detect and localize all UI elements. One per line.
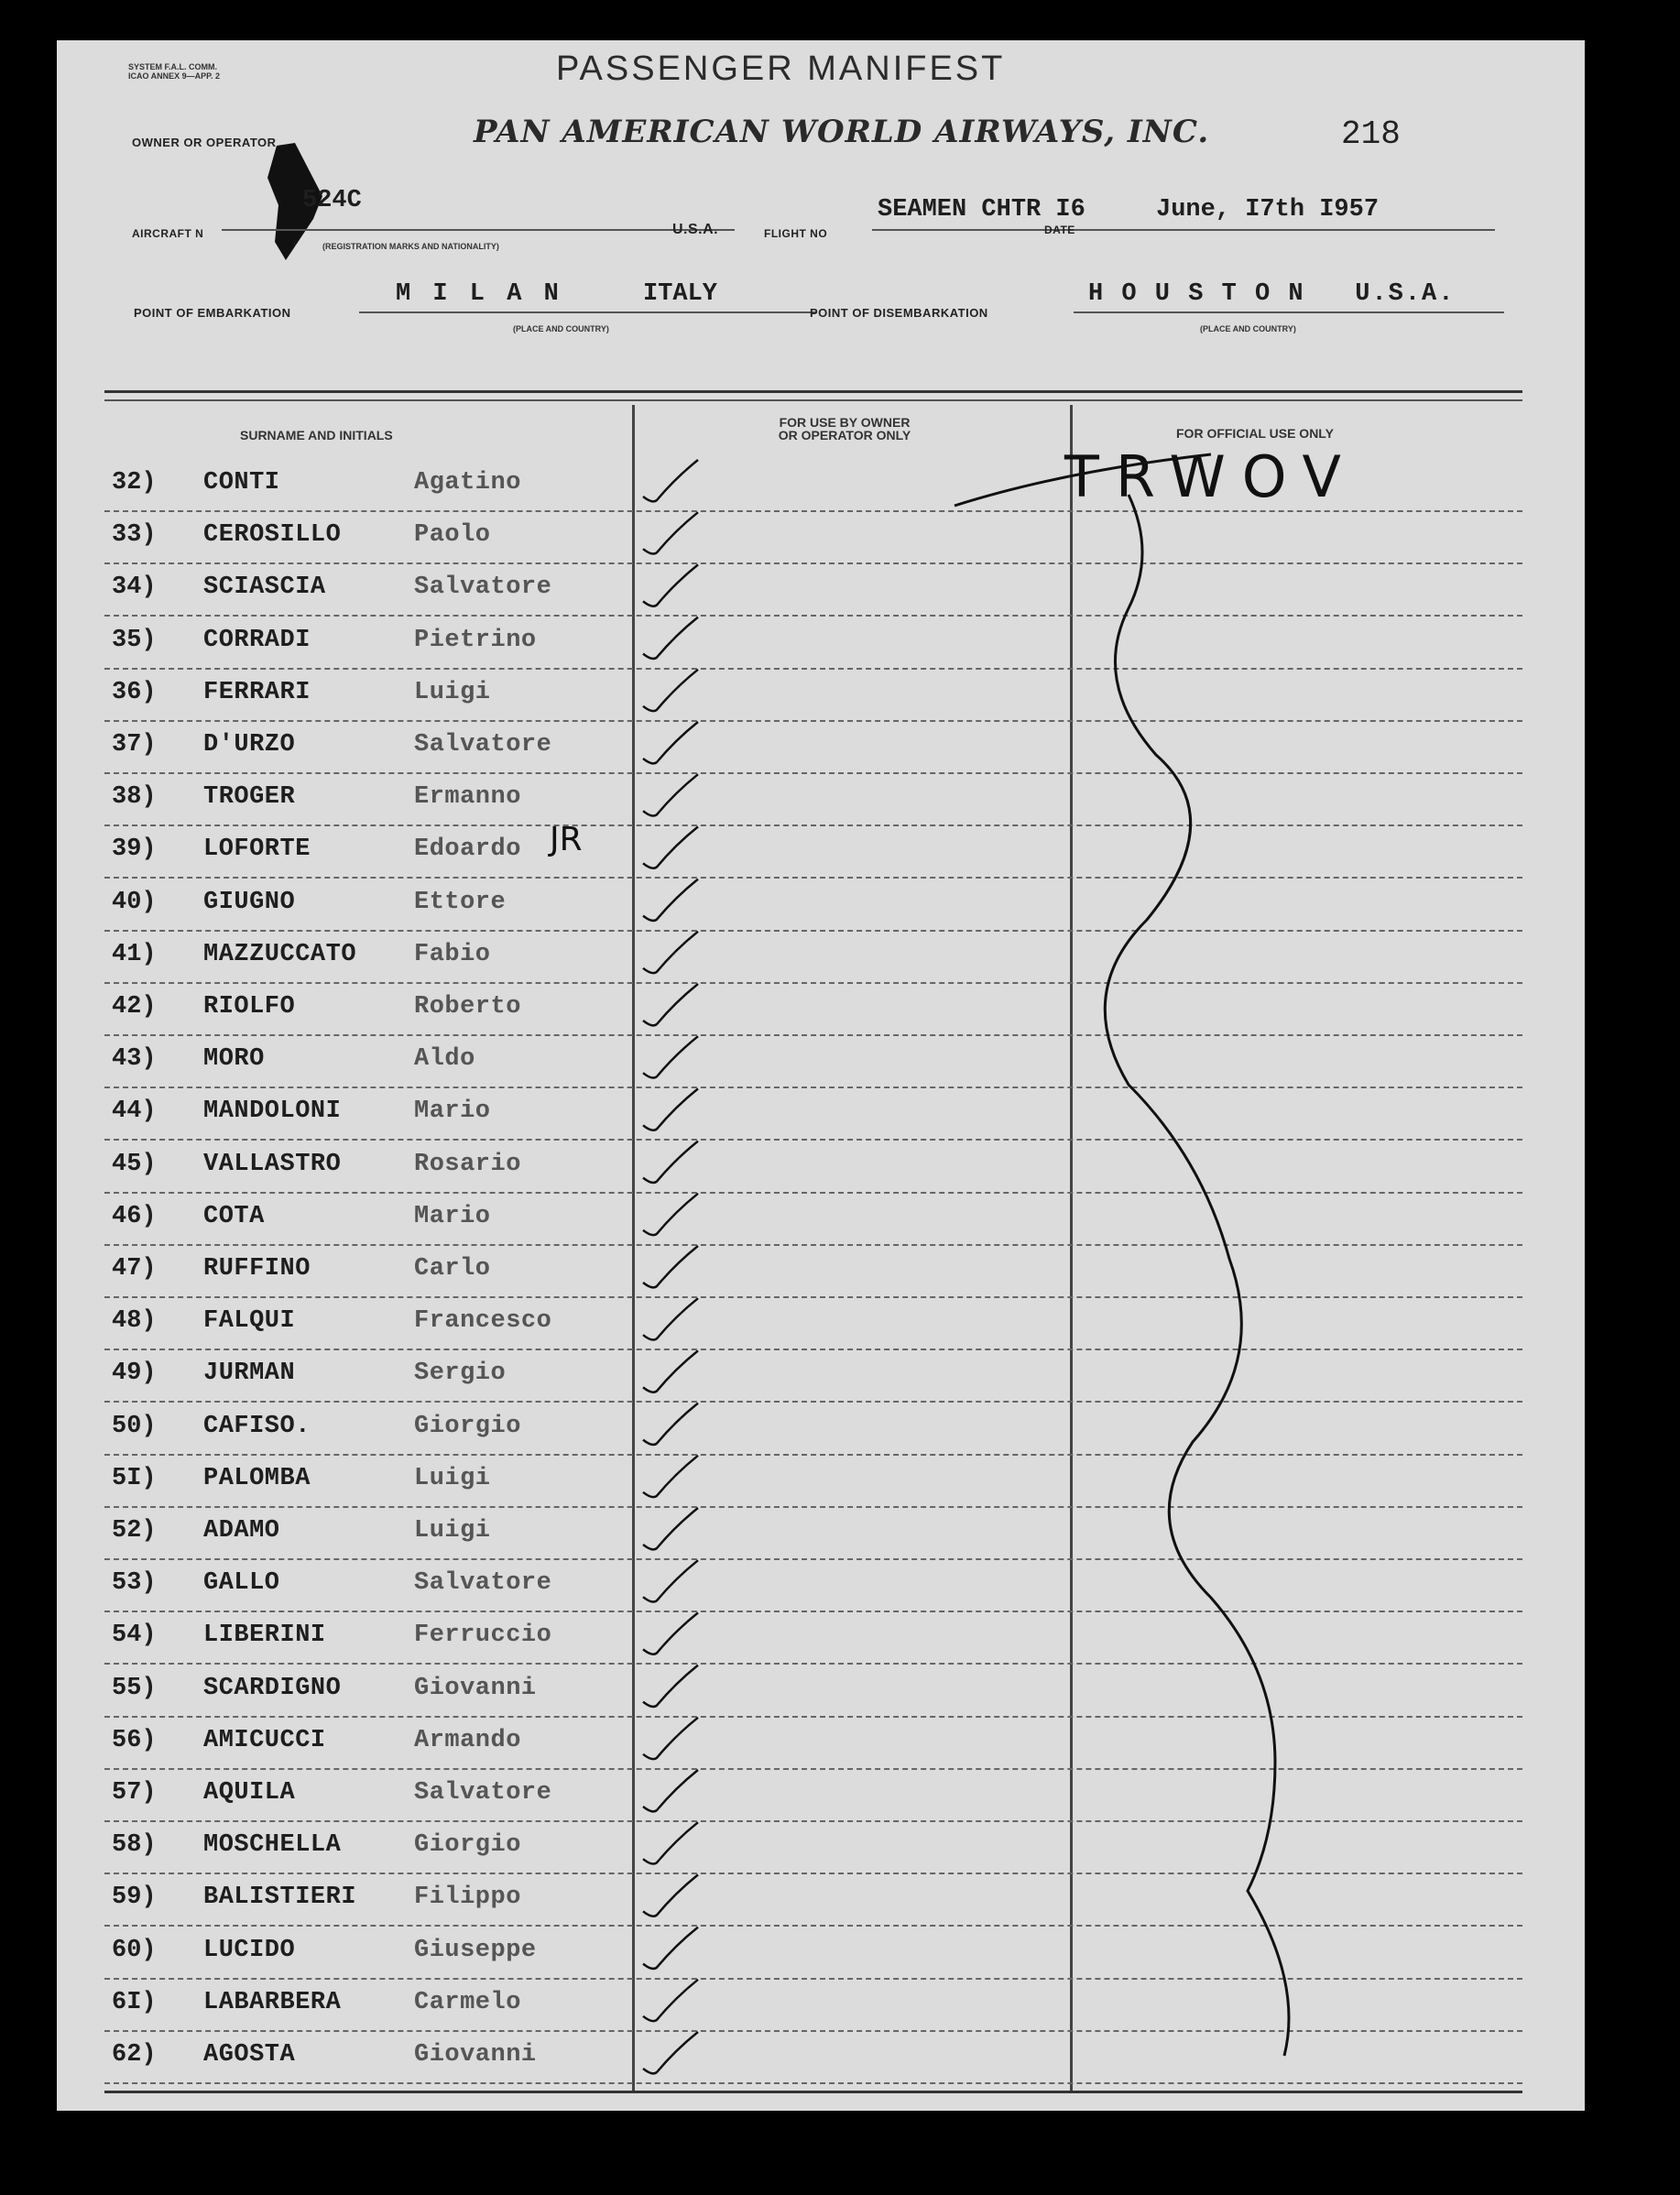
passenger-number: 32) [112, 469, 157, 497]
country-label: U.S.A. [672, 222, 719, 237]
passenger-number: 38) [112, 783, 157, 812]
flight-label: FLIGHT NO [764, 227, 828, 240]
passenger-given-name: Rosario [414, 1150, 521, 1178]
check-mark [643, 1194, 698, 1235]
passenger-given-name: Roberto [414, 993, 521, 1021]
passenger-given-name: Armando [414, 1726, 521, 1754]
check-mark [643, 670, 698, 711]
check-mark [643, 1560, 698, 1601]
passenger-number: 44) [112, 1098, 157, 1126]
passenger-given-name: Salvatore [414, 573, 552, 602]
passenger-given-name: Luigi [414, 678, 491, 706]
passenger-given-name: Giorgio [414, 1831, 521, 1860]
disembark-value: H O U S T O N U.S.A. [1088, 280, 1456, 308]
passenger-given-name: Mario [414, 1098, 491, 1126]
passenger-surname: LOFORTE [203, 835, 311, 864]
passenger-surname: LIBERINI [203, 1622, 326, 1650]
passenger-surname: SCIASCIA [203, 573, 326, 602]
disembark-label: POINT OF DISEMBARKATION [810, 306, 988, 320]
passenger-number: 43) [112, 1045, 157, 1074]
passenger-given-name: Agatino [414, 469, 521, 497]
passenger-number: 5I) [112, 1464, 157, 1492]
passenger-surname: TROGER [203, 783, 296, 812]
passenger-given-name: Giuseppe [414, 1936, 537, 1964]
passenger-given-name: Ferruccio [414, 1622, 552, 1650]
passenger-number: 35) [112, 626, 157, 654]
passenger-surname: BALISTIERI [203, 1884, 357, 1912]
passenger-number: 62) [112, 2041, 157, 2069]
embark-city: M I L A N [396, 280, 562, 308]
passenger-number: 45) [112, 1150, 157, 1178]
page-title: PASSENGER MANIFEST [556, 49, 1006, 88]
owner-value: PAN AMERICAN WORLD AIRWAYS, INC. [474, 114, 1210, 150]
system-reference-line1: SYSTEM F.A.L. COMM. [128, 62, 218, 71]
passenger-given-name: Filippo [414, 1884, 521, 1912]
passenger-number: 41) [112, 940, 157, 968]
check-mark [643, 1403, 698, 1445]
embark-label: POINT OF EMBARKATION [134, 306, 291, 320]
passenger-surname: VALLASTRO [203, 1150, 342, 1178]
check-mark [643, 1141, 698, 1183]
passenger-surname: LUCIDO [203, 1936, 296, 1964]
passenger-surname: MAZZUCCATO [203, 940, 357, 968]
passenger-number: 49) [112, 1360, 157, 1388]
passenger-surname: MORO [203, 1045, 265, 1074]
check-mark [643, 1088, 698, 1130]
check-mark [643, 879, 698, 921]
manifest-sheet [57, 40, 1585, 2111]
passenger-surname: GIUGNO [203, 888, 296, 916]
check-mark [643, 617, 698, 659]
check-mark [643, 1718, 698, 1759]
passenger-given-name: Salvatore [414, 1779, 552, 1807]
passenger-given-name: Giorgio [414, 1412, 521, 1440]
passenger-number: 39) [112, 835, 157, 864]
passenger-surname: CORRADI [203, 626, 311, 654]
check-mark [643, 1822, 698, 1863]
check-mark [643, 826, 698, 868]
check-mark [643, 1246, 698, 1287]
aircraft-sublabel: (REGISTRATION MARKS AND NATIONALITY) [322, 242, 499, 251]
passenger-number: 6I) [112, 1988, 157, 2016]
passenger-given-name: Ermanno [414, 783, 521, 812]
passenger-number: 42) [112, 993, 157, 1021]
owner-label: OWNER OR OPERATOR [132, 136, 277, 149]
passenger-number: 40) [112, 888, 157, 916]
passenger-surname: AGOSTA [203, 2041, 296, 2069]
check-mark [643, 932, 698, 973]
passenger-number: 54) [112, 1622, 157, 1650]
passenger-given-name: Carmelo [414, 1988, 521, 2016]
passenger-surname: FALQUI [203, 1307, 296, 1336]
passenger-surname: CAFISO. [203, 1412, 311, 1440]
disembark-sublabel: (PLACE AND COUNTRY) [1200, 324, 1296, 333]
passenger-surname: CONTI [203, 469, 280, 497]
passenger-number: 60) [112, 1936, 157, 1964]
passenger-surname: RIOLFO [203, 993, 296, 1021]
aircraft-label: AIRCRAFT N [132, 227, 204, 240]
check-mark [643, 1665, 698, 1707]
passenger-given-name: Salvatore [414, 731, 552, 759]
passenger-given-name: Carlo [414, 1255, 491, 1283]
passenger-given-name: Edoardo [414, 835, 521, 864]
passenger-number: 52) [112, 1517, 157, 1545]
check-mark [643, 1508, 698, 1549]
date-label: DATE [1044, 224, 1075, 236]
passenger-surname: COTA [203, 1202, 265, 1230]
passenger-surname: SCARDIGNO [203, 1674, 342, 1702]
passenger-surname: MANDOLONI [203, 1098, 342, 1126]
passenger-surname: MOSCHELLA [203, 1831, 342, 1860]
flight-value: SEAMEN CHTR I6 [878, 196, 1085, 224]
passenger-given-name: Francesco [414, 1307, 552, 1336]
check-mark [643, 984, 698, 1025]
handwriting-overlay [57, 40, 1585, 2111]
passenger-surname: RUFFINO [203, 1255, 311, 1283]
owner-use-line1: FOR USE BY OWNER [779, 415, 911, 430]
passenger-surname: JURMAN [203, 1360, 296, 1388]
passenger-surname: FERRARI [203, 678, 311, 706]
passenger-given-name: Luigi [414, 1517, 491, 1545]
system-reference-line2: ICAO ANNEX 9—APP. 2 [128, 71, 221, 81]
passenger-number: 58) [112, 1831, 157, 1860]
passenger-given-name: Fabio [414, 940, 491, 968]
check-marks [643, 460, 698, 2073]
passenger-surname: CEROSILLO [203, 521, 342, 550]
passenger-surname: LABARBERA [203, 1988, 342, 2016]
column-header-official-use: FOR OFFICIAL USE ONLY [1176, 426, 1334, 441]
check-mark [643, 1350, 698, 1392]
check-mark [643, 1298, 698, 1339]
passenger-number: 46) [112, 1202, 157, 1230]
page-number: 218 [1341, 115, 1401, 153]
passenger-given-name: Giovanni [414, 1674, 537, 1702]
passenger-number: 37) [112, 731, 157, 759]
passenger-given-name: Luigi [414, 1464, 491, 1492]
embark-sublabel: (PLACE AND COUNTRY) [513, 324, 609, 333]
check-mark [643, 722, 698, 763]
check-mark [643, 1612, 698, 1654]
owner-use-line2: OR OPERATOR ONLY [778, 428, 911, 442]
check-mark [643, 2032, 698, 2073]
passenger-number: 47) [112, 1255, 157, 1283]
passenger-number: 59) [112, 1884, 157, 1912]
passenger-given-name: Pietrino [414, 626, 537, 654]
passenger-given-name: Paolo [414, 521, 491, 550]
passenger-given-name: Giovanni [414, 2041, 537, 2069]
check-mark [643, 1456, 698, 1497]
passenger-number: 33) [112, 521, 157, 550]
check-mark [643, 1770, 698, 1811]
official-mark: TRWOV [1064, 443, 1358, 510]
passenger-given-name: Aldo [414, 1045, 475, 1074]
embark-country: ITALY [643, 280, 718, 308]
passenger-surname: PALOMBA [203, 1464, 311, 1492]
check-mark [643, 512, 698, 553]
passenger-surname: AQUILA [203, 1779, 296, 1807]
passenger-number: 55) [112, 1674, 157, 1702]
passenger-number: 34) [112, 573, 157, 602]
check-mark [643, 564, 698, 606]
column-header-surname: SURNAME AND INITIALS [240, 428, 393, 442]
passenger-given-name: Salvatore [414, 1569, 552, 1598]
passenger-number: 53) [112, 1569, 157, 1598]
passenger-number: 50) [112, 1412, 157, 1440]
date-value: June, I7th I957 [1156, 196, 1380, 224]
passenger-number: 36) [112, 678, 157, 706]
passenger-surname: GALLO [203, 1569, 280, 1598]
passenger-surname: ADAMO [203, 1517, 280, 1545]
passenger-number: 57) [112, 1779, 157, 1807]
check-mark [643, 460, 698, 501]
passenger-number: 48) [112, 1307, 157, 1336]
check-mark [643, 1036, 698, 1077]
passenger-given-name: Ettore [414, 888, 507, 916]
passenger-given-name: Sergio [414, 1360, 507, 1388]
passenger-surname: AMICUCCI [203, 1726, 326, 1754]
jr-mark: JR [550, 821, 583, 858]
aircraft-value: 524C [302, 187, 362, 214]
passenger-given-name: Mario [414, 1202, 491, 1230]
check-mark [643, 1980, 698, 2021]
passenger-surname: D'URZO [203, 731, 296, 759]
check-mark [643, 1927, 698, 1969]
check-mark [643, 1874, 698, 1916]
passenger-number: 56) [112, 1726, 157, 1754]
check-mark [643, 774, 698, 815]
